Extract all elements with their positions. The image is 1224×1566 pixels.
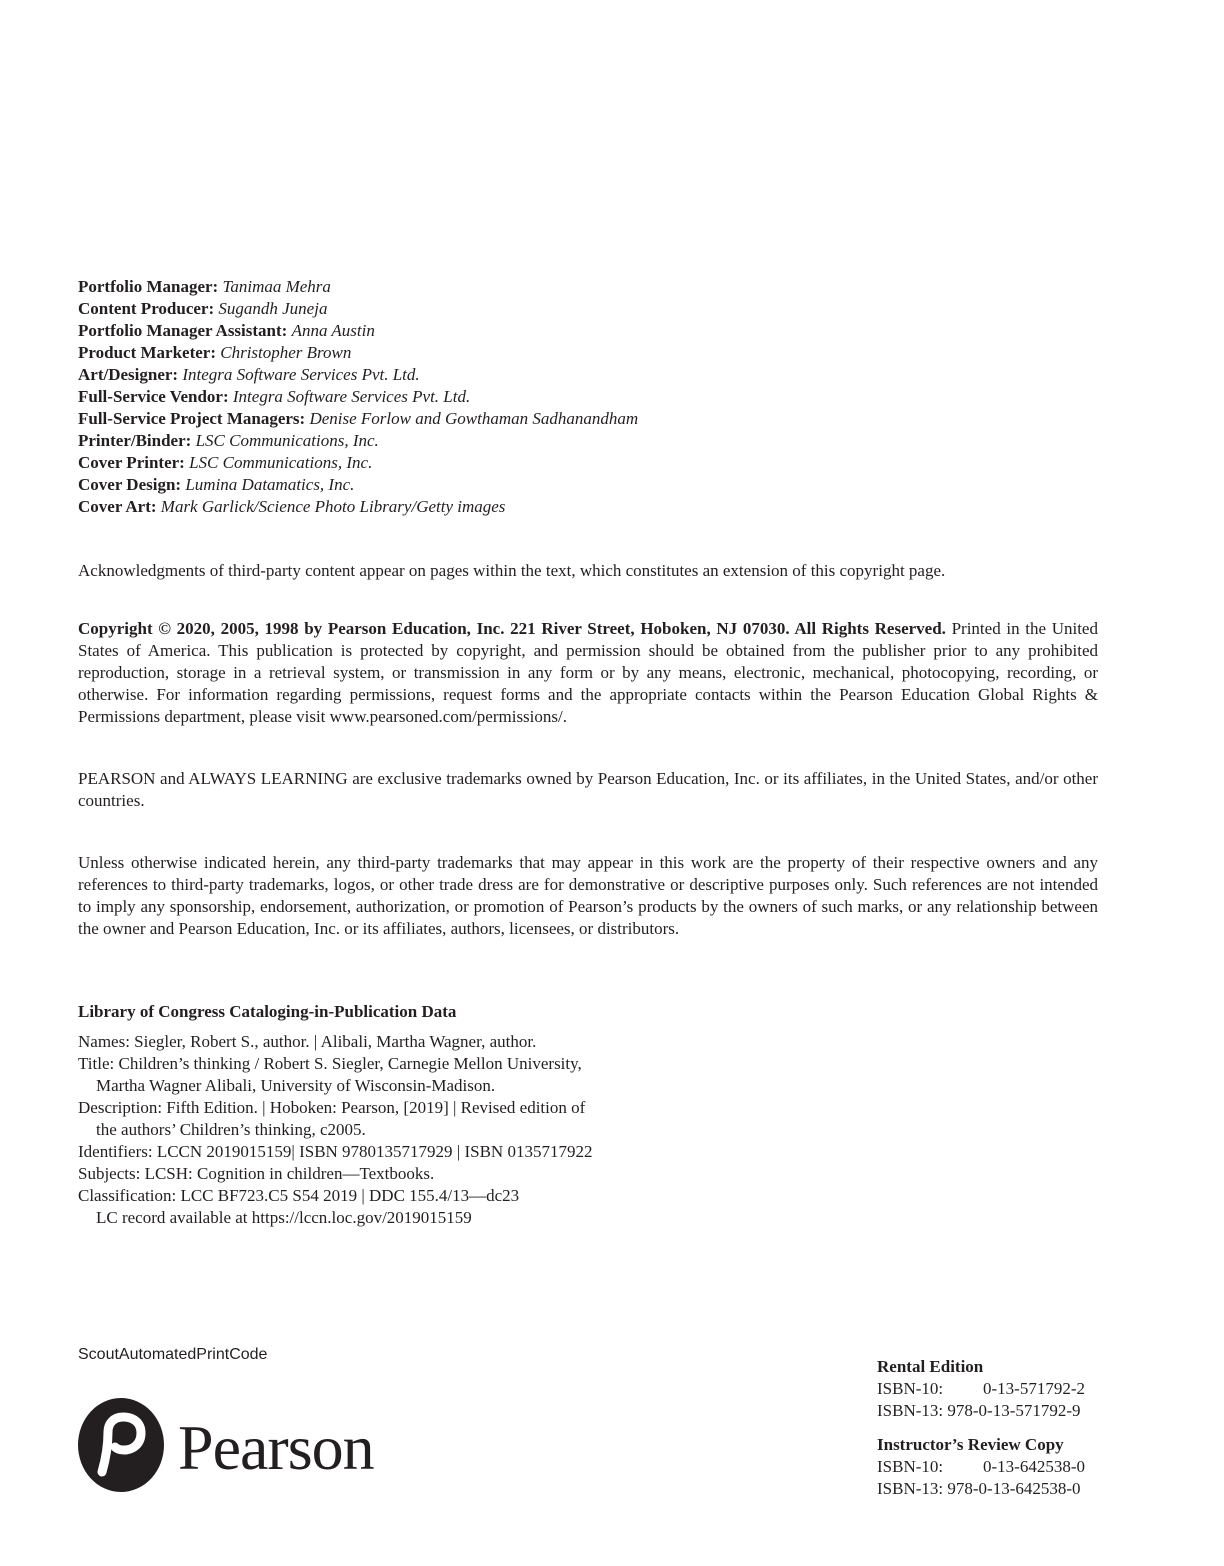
rental-edition-title: Rental Edition <box>877 1357 984 1376</box>
credit-row <box>78 386 638 408</box>
credit-value: Integra Software Services Pvt. Ltd. <box>182 365 420 384</box>
credit-label: Printer/Binder: <box>78 431 192 450</box>
isbn-value: 0-13-571792-2 <box>983 1379 1085 1398</box>
credit-row <box>78 496 638 518</box>
credit-label: Full-Service Vendor: <box>78 387 229 406</box>
credit-value: Christopher Brown <box>220 343 352 362</box>
rental-edition-block <box>877 1356 1085 1422</box>
isbn-row <box>877 1378 1085 1400</box>
credits-block <box>78 276 638 518</box>
credit-label: Art/Designer: <box>78 365 179 384</box>
review-copy-title: Instructor’s Review Copy <box>877 1435 1064 1454</box>
credit-value: Integra Software Services Pvt. Ltd. <box>232 387 471 406</box>
cip-title: Library of Congress Cataloging-in-Publication Data <box>78 1002 457 1021</box>
credit-row <box>78 408 638 430</box>
cip-line: the authors’ Children’s thinking, c2005. <box>96 1120 366 1139</box>
acknowledgments-text: Acknowledgments of third-party content appear on pages within the text, which constitutes an extension of this copyright page. <box>78 561 946 580</box>
pearson-p-icon <box>78 1398 164 1497</box>
isbn-value: 978-0-13-571792-9 <box>947 1401 1081 1420</box>
credit-value: Denise Forlow and Gowthaman Sadhanandham <box>309 409 639 428</box>
credit-label: Full-Service Project Managers: <box>78 409 306 428</box>
credit-value: LSC Communications, Inc. <box>189 453 373 472</box>
cip-line: Names: Siegler, Robert S., author. | Alibali, Martha Wagner, author. <box>78 1032 537 1051</box>
isbn-row <box>877 1400 1085 1422</box>
cip-line: Subjects: LCSH: Cognition in children—Textbooks. <box>78 1164 435 1183</box>
isbn-value: 978-0-13-642538-0 <box>947 1479 1081 1498</box>
isbn-row <box>877 1456 1085 1478</box>
isbn-label: ISBN-10: <box>877 1457 944 1476</box>
credit-row <box>78 320 638 342</box>
cip-block <box>78 1031 718 1229</box>
review-copy-block <box>877 1434 1085 1500</box>
credit-row <box>78 342 638 364</box>
isbn-label: ISBN-13: <box>877 1479 944 1498</box>
credit-value: Lumina Datamatics, Inc. <box>185 475 355 494</box>
credit-label: Content Producer: <box>78 299 215 318</box>
credit-value: LSC Communications, Inc. <box>195 431 379 450</box>
credit-label: Cover Design: <box>78 475 182 494</box>
credit-value: Mark Garlick/Science Photo Library/Getty images <box>160 497 506 516</box>
trademarks-paragraph: PEARSON and ALWAYS LEARNING are exclusive trademarks owned by Pearson Education, Inc. or its affiliates, in the United States, and/or other countries. <box>78 769 1098 810</box>
cip-line: Title: Children’s thinking / Robert S. Siegler, Carnegie Mellon University, <box>78 1054 582 1073</box>
credit-row <box>78 452 638 474</box>
third-party-paragraph: Unless otherwise indicated herein, any third-party trademarks that may appear in this work are the property of their respective owners and any references to third-party trademarks, logos, or other trade dress are for demonstrative or descriptive purposes only. Such references are not intended to imply any sponsorship, endorsement, authorization, or promotion of Pearson’s products by the owners of such marks, or any relationship between the owner and Pearson Education, Inc. or its affiliates, authors, licensees, or distributors. <box>78 853 1098 938</box>
isbn-label: ISBN-10: <box>877 1379 944 1398</box>
credit-label: Cover Art: <box>78 497 157 516</box>
credit-row <box>78 430 638 452</box>
pearson-wordmark: Pearson <box>178 1411 374 1483</box>
copyright-statement: Copyright © 2020, 2005, 1998 by Pearson Education, Inc. 221 River Street, Hoboken, NJ 07030. All Rights Reserved. <box>78 619 946 638</box>
credit-value: Anna Austin <box>291 321 375 340</box>
credit-row <box>78 298 638 320</box>
cip-line: Description: Fifth Edition. | Hoboken: Pearson, [2019] | Revised edition of <box>78 1098 586 1117</box>
isbn-value: 0-13-642538-0 <box>983 1457 1085 1476</box>
cip-line: Identifiers: LCCN 2019015159| ISBN 9780135717929 | ISBN 0135717922 <box>78 1142 593 1161</box>
credit-label: Portfolio Manager Assistant: <box>78 321 288 340</box>
copyright-body: Printed in the United States of America. This publication is protected by copyright, and permission should be obtained from the publisher prior to any prohibited reproduction, storage in a retrieval system, or transmission in any form or by any means, electronic, mechanical, photocopying, recording, or otherwise. For information regarding permissions, request forms and the appropriate contacts within the Pearson Education Global Rights & Permissions department, please visit www.pearsoned.com/permissions/. <box>78 619 1098 726</box>
credit-value: Tanimaa Mehra <box>222 277 331 296</box>
pearson-logo <box>78 1398 374 1497</box>
credit-label: Cover Printer: <box>78 453 185 472</box>
credit-label: Product Marketer: <box>78 343 216 362</box>
cip-line: Martha Wagner Alibali, University of Wisconsin-Madison. <box>96 1076 496 1095</box>
credit-row <box>78 364 638 386</box>
isbn-label: ISBN-13: <box>877 1401 944 1420</box>
credit-label: Portfolio Manager: <box>78 277 219 296</box>
credit-row <box>78 276 638 298</box>
cip-line: Classification: LCC BF723.C5 S54 2019 | DDC 155.4/13—dc23 <box>78 1186 520 1205</box>
credit-row <box>78 474 638 496</box>
isbn-row <box>877 1478 1085 1500</box>
credit-value: Sugandh Juneja <box>218 299 328 318</box>
copyright-paragraph <box>78 618 1098 728</box>
print-code: ScoutAutomatedPrintCode <box>78 1346 268 1363</box>
cip-line: LC record available at https://lccn.loc.gov/2019015159 <box>96 1208 472 1227</box>
